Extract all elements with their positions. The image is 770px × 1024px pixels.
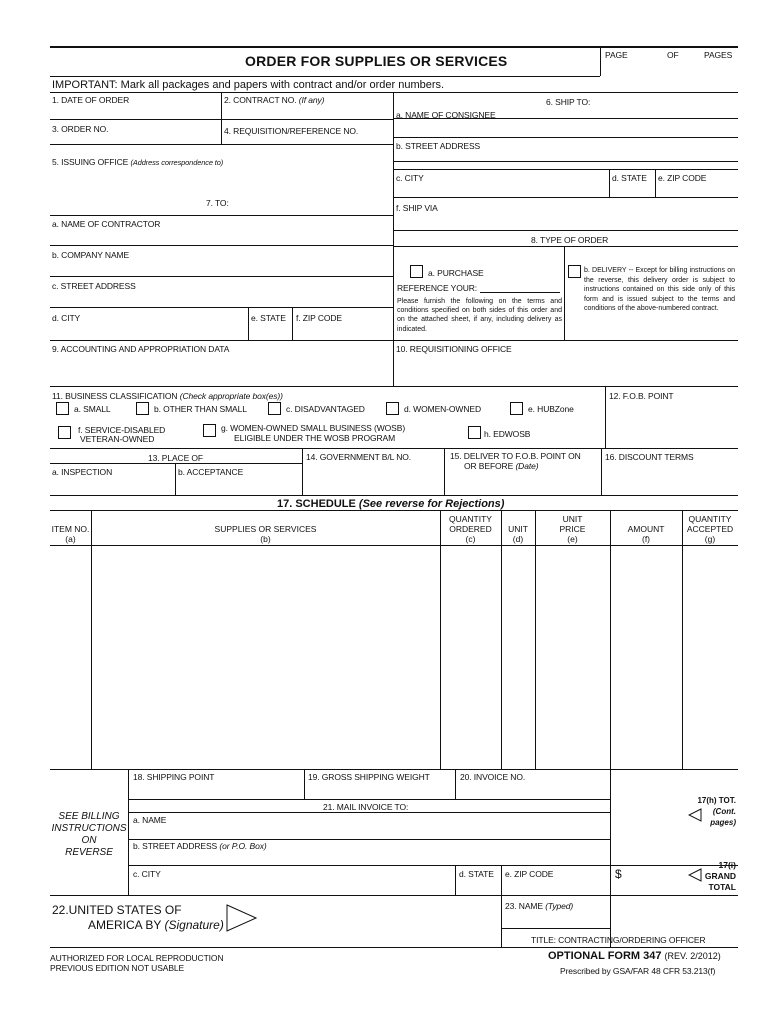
of-label: OF (667, 50, 679, 60)
ship-city-field[interactable] (396, 184, 606, 196)
small-checkbox[interactable] (56, 402, 69, 415)
mail-state-field[interactable] (457, 880, 499, 894)
mail-zip-label: e. ZIP CODE (505, 869, 554, 879)
other-than-small-label: b. OTHER THAN SMALL (154, 404, 247, 414)
sdvo-label-1: f. SERVICE-DISABLED (78, 425, 166, 435)
ship-to-label: 6. SHIP TO: (546, 97, 591, 107)
schedule-unit-cell[interactable] (502, 546, 534, 768)
col-header-item-no: ITEM NO. (a) (51, 524, 90, 544)
col-header-qty-ordered: QUANTITY ORDERED (c) (449, 514, 492, 544)
mail-zip-field[interactable] (503, 880, 608, 894)
requisition-no-label: 4. REQUISITION/REFERENCE NO. (224, 126, 359, 136)
grand-total-label: 17(i) GRAND TOTAL (704, 860, 736, 892)
contractor-zip-label: f. ZIP CODE (296, 313, 342, 323)
pointer-left-icon (688, 808, 702, 822)
schedule-qty-ordered-cell[interactable] (441, 546, 500, 768)
discount-terms-label: 16. DISCOUNT TERMS (605, 452, 694, 462)
authorized-reproduction-text: AUTHORIZED FOR LOCAL REPRODUCTION (50, 953, 224, 963)
contractor-name-label: a. NAME OF CONTRACTOR (52, 219, 161, 229)
company-name-label: b. COMPANY NAME (52, 250, 130, 260)
issuing-office-label: 5. ISSUING OFFICE (Address correspondence to) (52, 157, 224, 167)
order-no-field[interactable] (52, 133, 218, 143)
ship-via-label: f. SHIP VIA (396, 203, 438, 213)
consignee-name-field[interactable] (396, 120, 736, 136)
schedule-qty-accepted-cell[interactable] (683, 546, 737, 768)
requisition-no-field[interactable] (224, 135, 390, 143)
small-label: a. SMALL (74, 404, 111, 414)
inspection-field[interactable] (52, 478, 172, 494)
wosb-label-1: g. WOMEN-OWNED SMALL BUSINESS (WOSB) (221, 423, 406, 433)
col-header-supplies: SUPPLIES OR SERVICES (b) (214, 524, 317, 544)
ship-zip-label: e. ZIP CODE (658, 173, 707, 183)
accounting-field[interactable] (52, 356, 390, 384)
contractor-city-label: d. CITY (52, 313, 81, 323)
ship-zip-field[interactable] (658, 184, 736, 196)
contractor-state-field[interactable] (251, 324, 290, 338)
form-number: OPTIONAL FORM 347 (REV. 2/2012) (548, 950, 721, 962)
gov-bl-field[interactable] (306, 464, 442, 494)
mail-street-field[interactable] (131, 852, 608, 864)
schedule-supplies-cell[interactable] (92, 546, 439, 768)
edwosb-checkbox[interactable] (468, 426, 481, 439)
mail-city-field[interactable] (131, 880, 453, 894)
important-note: IMPORTANT: Mark all packages and papers with contract and/or order numbers. (52, 79, 445, 91)
to-label: 7. TO: (206, 198, 229, 208)
col-header-qty-accepted: QUANTITY ACCEPTED (g) (686, 514, 734, 544)
col-header-amount: AMOUNT (f) (627, 524, 665, 544)
other-than-small-checkbox[interactable] (136, 402, 149, 415)
dollar-sign: $ (615, 867, 622, 881)
disadvantaged-label: c. DISADVANTAGED (286, 404, 365, 414)
women-owned-label: d. WOMEN-OWNED (404, 404, 481, 414)
pointer-left-icon (688, 868, 702, 882)
wosb-checkbox[interactable] (203, 424, 216, 437)
contractor-zip-field[interactable] (296, 324, 390, 338)
company-name-field[interactable] (52, 261, 390, 275)
contractor-city-field[interactable] (52, 324, 245, 338)
women-owned-checkbox[interactable] (386, 402, 399, 415)
ship-street-label: b. STREET ADDRESS (396, 141, 481, 151)
purchase-terms-text: Please furnish the following on the terms and conditions specified on both sides of this order and on the attached sheet, if any, including delivery as indicated. (397, 298, 562, 333)
date-of-order-label: 1. DATE OF ORDER (52, 95, 130, 105)
disadvantaged-checkbox[interactable] (268, 402, 281, 415)
requisitioning-office-label: 10. REQUISITIONING OFFICE (396, 344, 512, 354)
page-label: PAGE (605, 50, 628, 60)
reference-your-field[interactable] (480, 282, 560, 293)
ship-city-label: c. CITY (396, 173, 424, 183)
gov-bl-label: 14. GOVERNMENT B/L NO. (306, 452, 412, 462)
contractor-street-field[interactable] (52, 292, 390, 306)
contract-no-field[interactable] (224, 106, 390, 118)
contractor-name-field[interactable] (52, 230, 390, 244)
mail-state-label: d. STATE (459, 869, 494, 879)
mail-name-label: a. NAME (133, 815, 167, 825)
deliver-fob-field[interactable] (448, 473, 598, 494)
purchase-checkbox[interactable] (410, 265, 423, 278)
previous-edition-text: PREVIOUS EDITION NOT USABLE (50, 963, 185, 973)
form-title: ORDER FOR SUPPLIES OR SERVICES (245, 53, 508, 69)
ship-via-field[interactable] (396, 213, 736, 229)
signature-arrow-icon (226, 904, 258, 932)
date-of-order-field[interactable] (52, 106, 218, 118)
prescribed-by-text: Prescribed by GSA/FAR 48 CFR 53.213(f) (560, 966, 716, 976)
reference-your-label: REFERENCE YOUR: (397, 283, 478, 293)
col-header-unit: UNIT (d) (508, 524, 528, 544)
deliver-fob-label-2: OR BEFORE (Date) (464, 461, 539, 471)
see-billing-instructions: SEE BILLING INSTRUCTIONS ON REVERSE (51, 811, 127, 858)
hubzone-label: e. HUBZone (528, 404, 574, 414)
signature-field[interactable] (262, 898, 498, 946)
hubzone-checkbox[interactable] (510, 402, 523, 415)
gross-weight-label: 19. GROSS SHIPPING WEIGHT (308, 772, 430, 782)
name-typed-field[interactable] (503, 912, 736, 927)
mail-city-label: c. CITY (133, 869, 161, 879)
grand-total-field[interactable] (624, 867, 680, 893)
schedule-title: 17. SCHEDULE (See reverse for Rejections) (277, 498, 505, 510)
delivery-checkbox[interactable] (568, 265, 581, 278)
deliver-fob-label-1: 15. DELIVER TO F.O.B. POINT ON (450, 451, 581, 461)
contract-no-label: 2. CONTRACT NO. (If any) (224, 95, 325, 105)
sdvo-label-2: VETERAN-OWNED (80, 434, 155, 444)
ship-state-field[interactable] (612, 184, 652, 196)
shipping-point-label: 18. SHIPPING POINT (133, 772, 215, 782)
us-signature-label-2: AMERICA BY (Signature) (88, 918, 224, 932)
invoice-no-field[interactable] (458, 783, 608, 798)
ship-street-field[interactable] (396, 151, 736, 167)
consignee-name-label: a. NAME OF CONSIGNEE (396, 110, 496, 120)
gross-weight-field[interactable] (307, 783, 453, 798)
col-header-unit-price: UNIT PRICE (e) (559, 514, 586, 544)
ship-state-label: d. STATE (612, 173, 647, 183)
type-of-order-label: 8. TYPE OF ORDER (531, 235, 609, 245)
pages-label: PAGES (704, 50, 733, 60)
us-signature-label-1: 22.UNITED STATES OF (52, 903, 182, 917)
schedule-amount-cell[interactable] (611, 546, 681, 768)
schedule-unit-price-cell[interactable] (536, 546, 609, 768)
purchase-label: a. PURCHASE (428, 268, 484, 278)
name-typed-label: 23. NAME (Typed) (505, 901, 574, 911)
business-class-label: 11. BUSINESS CLASSIFICATION (Check appropriate box(es)) (52, 391, 283, 401)
acceptance-field[interactable] (178, 478, 300, 494)
accounting-label: 9. ACCOUNTING AND APPROPRIATION DATA (52, 344, 230, 354)
edwosb-label: h. EDWOSB (484, 429, 531, 439)
fob-point-label: 12. F.O.B. POINT (609, 391, 674, 401)
fob-point-field[interactable] (609, 403, 736, 447)
total-continued-field[interactable] (612, 771, 680, 863)
contractor-street-label: c. STREET ADDRESS (52, 281, 136, 291)
invoice-no-label: 20. INVOICE NO. (460, 772, 526, 782)
discount-terms-field[interactable] (605, 464, 736, 494)
contractor-state-label: e. STATE (251, 313, 286, 323)
mail-invoice-label: 21. MAIL INVOICE TO: (323, 802, 409, 812)
schedule-item-no-cell[interactable] (51, 546, 90, 768)
acceptance-label: b. ACCEPTANCE (178, 467, 244, 477)
total-continued-label: 17(h) TOT. (Cont. pages) (697, 796, 736, 827)
delivery-terms-text: b. DELIVERY -- Except for billing instructions on the reverse, this delivery order is subject to instructions contained on this side only of this form and is issued subject to the terms and conditions of the above-numbered contract. (584, 267, 735, 313)
place-of-label: 13. PLACE OF (148, 453, 204, 463)
sdvo-checkbox[interactable] (58, 426, 71, 439)
inspection-label: a. INSPECTION (52, 467, 113, 477)
requisitioning-office-field[interactable] (396, 356, 736, 384)
order-no-label: 3. ORDER NO. (52, 124, 109, 134)
mail-name-field[interactable] (160, 814, 608, 838)
wosb-label-2: ELIGIBLE UNDER THE WOSB PROGRAM (234, 433, 396, 443)
shipping-point-field[interactable] (131, 783, 301, 798)
title-line-label: TITLE: CONTRACTING/ORDERING OFFICER (531, 935, 706, 945)
mail-street-label: b. STREET ADDRESS (or P.O. Box) (133, 841, 267, 851)
